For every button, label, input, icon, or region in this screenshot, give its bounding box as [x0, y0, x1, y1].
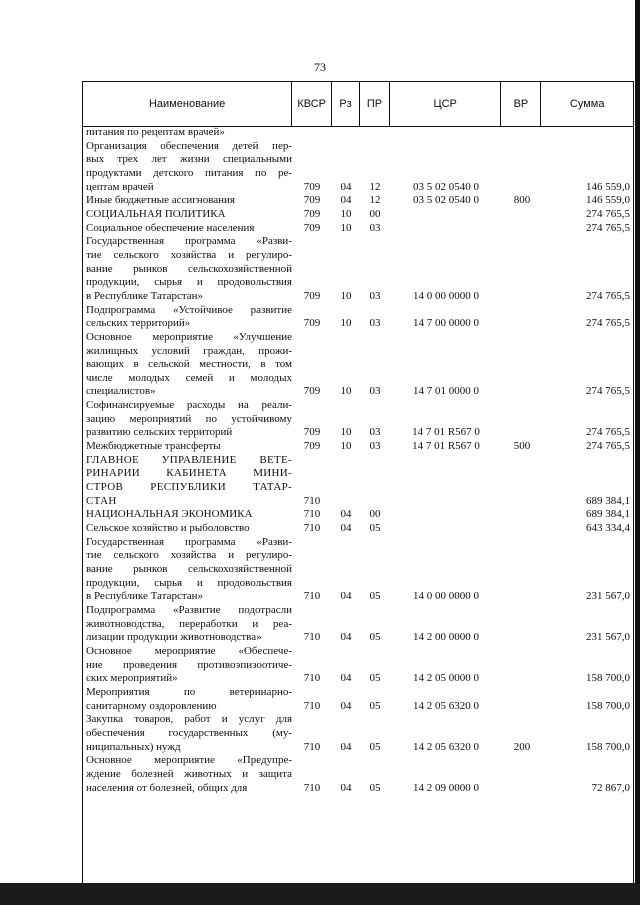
row-csr: 14 0 00 0000 0: [413, 289, 479, 302]
row-kvsr: 710: [303, 631, 321, 644]
row-name-line: Государственная программа «Разви-: [86, 535, 292, 548]
row-sum: 274 765,5: [586, 317, 630, 330]
row-csr: 03 5 02 0540 0: [413, 180, 479, 193]
scan-edge-bottom: [0, 883, 640, 905]
row-name-line: СТАН: [86, 494, 117, 507]
row-name-line: тие сельского хозяйства и регулиро-: [86, 248, 292, 261]
row-name: [86, 399, 292, 440]
row-kvsr: 710: [303, 699, 321, 712]
row-csr: 14 7 01 0000 0: [413, 385, 479, 398]
row-name: [86, 440, 292, 454]
row-vr: [502, 522, 542, 536]
header-sum: Сумма: [569, 98, 605, 110]
row-vr: [502, 304, 542, 331]
row-name-line: вающих в сельской местности, в том: [86, 358, 292, 371]
row-name-line: в Республике Татарстан»: [86, 289, 204, 302]
row-kvsr: 709: [303, 440, 321, 453]
row-rz: 04: [340, 180, 352, 193]
row-kvsr: 709: [303, 207, 321, 220]
row-pr: 03: [369, 426, 381, 439]
table-row: [86, 536, 632, 604]
row-sum: 274 765,5: [586, 207, 630, 220]
row-rz: [332, 454, 360, 509]
row-sum: 158 700,0: [586, 699, 630, 712]
row-kvsr: 710: [303, 522, 321, 535]
row-name-line: СОЦИАЛЬНАЯ ПОЛИТИКА: [86, 207, 226, 220]
row-name: [86, 686, 292, 713]
row-rz: 10: [340, 207, 352, 220]
table-row: [86, 399, 632, 440]
row-sum: 689 384,1: [586, 508, 630, 521]
row-name: [86, 304, 292, 331]
row-csr: 14 2 00 0000 0: [413, 631, 479, 644]
row-kvsr: 710: [303, 494, 321, 507]
row-pr: [360, 126, 390, 140]
row-pr: 05: [369, 522, 381, 535]
row-name: [86, 126, 292, 140]
row-vr: [502, 235, 542, 303]
row-csr: [390, 508, 502, 522]
table-row: [86, 454, 632, 509]
row-vr: [502, 454, 542, 509]
row-vr: [502, 222, 542, 236]
row-name-line: Основное мероприятие «Предупре-: [86, 754, 292, 767]
row-name-line: ние проведения противоэпизоотиче-: [86, 658, 292, 671]
row-vr: 500: [513, 440, 531, 453]
row-csr: [390, 522, 502, 536]
row-sum: 274 765,5: [586, 426, 630, 439]
row-name-line: ждение болезней животных и защита: [86, 767, 292, 780]
row-kvsr: 709: [303, 221, 321, 234]
row-csr: [390, 208, 502, 222]
row-rz: 04: [340, 781, 352, 794]
row-name-line: обеспечения государственных (му-: [86, 726, 292, 739]
table-row: [86, 508, 632, 522]
row-name-line: сельских территорий»: [86, 317, 191, 330]
table-row: [86, 304, 632, 331]
row-name-line: санитарному оздоровлению: [86, 699, 217, 712]
header-pr: ПР: [360, 82, 390, 126]
row-name-line: Государственная программа «Разви-: [86, 235, 292, 248]
table-row: [86, 140, 632, 195]
table-row: [86, 235, 632, 303]
row-name-line: Закупка товаров, работ и услуг для: [86, 713, 292, 726]
row-name-line: Организация обеспечения детей пер-: [86, 139, 292, 152]
row-vr: [502, 508, 542, 522]
row-name-line: вание рынков сельскохозяйственной: [86, 563, 292, 575]
row-name: [86, 222, 292, 236]
row-vr: [502, 686, 542, 713]
row-pr: 05: [369, 740, 381, 753]
row-vr: [502, 399, 542, 440]
row-name-line: зацию мероприятий по устойчивому: [86, 412, 292, 425]
row-name-line: животноводства, переработки и реа-: [86, 617, 292, 630]
row-vr: 800: [513, 194, 531, 207]
row-rz: 04: [340, 631, 352, 644]
row-csr: 14 7 01 R567 0: [412, 440, 480, 453]
row-name-line: тие сельского хозяйства и регулиро-: [86, 549, 292, 562]
row-csr: [390, 126, 502, 140]
row-name-line: населения от болезней, общих для: [86, 781, 248, 794]
row-name-line: Софинансируемые расходы на реали-: [86, 399, 292, 412]
row-sum: 146 559,0: [586, 194, 630, 207]
row-name: [86, 645, 292, 686]
row-name: [86, 754, 292, 795]
row-rz: 04: [340, 672, 352, 685]
row-sum: 274 765,5: [586, 221, 630, 234]
row-pr: 05: [369, 699, 381, 712]
row-name-line: в Республике Татарстан»: [86, 590, 204, 603]
row-name-line: питания по рецептам врачей»: [86, 126, 225, 138]
header-name: Наименование: [83, 82, 292, 126]
row-csr: 14 7 00 0000 0: [413, 317, 479, 330]
row-pr: 05: [369, 590, 381, 603]
row-sum: [542, 126, 632, 140]
row-rz: [332, 126, 360, 140]
header-kvsr: КВСР: [292, 82, 332, 126]
row-name-line: жилищных условий граждан, прожи-: [86, 344, 292, 357]
row-csr: 14 2 09 0000 0: [413, 781, 479, 794]
row-rz: 04: [340, 508, 352, 521]
row-pr: [360, 454, 390, 509]
row-name-line: Иные бюджетные ассигнования: [86, 194, 235, 207]
row-kvsr: 709: [303, 385, 321, 398]
row-vr: 200: [513, 740, 531, 753]
row-sum: 231 567,0: [586, 631, 630, 644]
header-vr: ВР: [501, 82, 541, 126]
row-name-line: лизации продукции животноводства»: [86, 631, 262, 644]
row-csr: 14 0 00 0000 0: [413, 590, 479, 603]
row-name-line: Межбюджетные трансферты: [86, 440, 221, 453]
row-kvsr: 710: [303, 508, 321, 521]
row-sum: 158 700,0: [586, 672, 630, 685]
table-row: [86, 604, 632, 645]
row-sum: 274 765,5: [586, 440, 630, 453]
row-sum: 689 384,1: [586, 494, 630, 507]
row-csr: 14 2 05 0000 0: [413, 672, 479, 685]
row-csr: [390, 222, 502, 236]
row-kvsr: 709: [303, 180, 321, 193]
row-rz: 10: [340, 221, 352, 234]
row-rz: 10: [340, 289, 352, 302]
row-name-line: развитию сельских территорий: [86, 426, 233, 439]
table-row: [86, 440, 632, 454]
table-row: [86, 126, 632, 140]
row-pr: 12: [369, 180, 381, 193]
row-rz: 04: [340, 194, 352, 207]
row-kvsr: [292, 126, 332, 140]
row-name-line: продуктами детского питания по ре-: [86, 166, 292, 179]
row-name-line: РИНАРИИ КАБИНЕТА МИНИ-: [86, 467, 292, 480]
row-sum: 158 700,0: [586, 740, 630, 753]
row-kvsr: 709: [303, 426, 321, 439]
table-row: [86, 331, 632, 399]
table-row: [86, 222, 632, 236]
row-name-line: Мероприятия по ветеринарно-: [86, 685, 292, 698]
row-pr: 03: [369, 221, 381, 234]
table-row: [86, 208, 632, 222]
row-csr: 14 7 01 R567 0: [412, 426, 480, 439]
header-rz: Рз: [332, 82, 360, 126]
row-sum: 146 559,0: [586, 180, 630, 193]
row-name: [86, 454, 292, 509]
row-name: [86, 208, 292, 222]
row-pr: 05: [369, 672, 381, 685]
row-rz: 10: [340, 426, 352, 439]
row-name: [86, 235, 292, 303]
row-rz: 10: [340, 385, 352, 398]
table-row: [86, 645, 632, 686]
row-name: [86, 331, 292, 399]
row-pr: 05: [369, 631, 381, 644]
row-sum: 72 867,0: [591, 781, 630, 794]
table-row: [86, 713, 632, 754]
row-pr: 00: [369, 508, 381, 521]
row-pr: 03: [369, 317, 381, 330]
row-rz: 04: [340, 522, 352, 535]
row-pr: 12: [369, 194, 381, 207]
row-name-line: ниципальных) нужд: [86, 740, 181, 753]
table-header: [82, 81, 634, 127]
row-pr: 03: [369, 289, 381, 302]
row-name-line: ских мероприятий»: [86, 672, 178, 685]
row-name-line: Основное мероприятие «Обеспече-: [86, 644, 292, 657]
row-name-line: числе молодых семей и молодых: [86, 371, 292, 384]
table-row: [86, 686, 632, 713]
row-kvsr: 710: [303, 740, 321, 753]
row-name: [86, 536, 292, 604]
row-rz: 04: [340, 590, 352, 603]
row-sum: 643 334,4: [586, 522, 630, 535]
row-name-line: вание рынков сельскохозяйственной: [86, 262, 292, 275]
row-name: [86, 194, 292, 208]
row-kvsr: 709: [303, 317, 321, 330]
scan-edge-right: [635, 0, 640, 905]
row-name-line: Сельское хозяйство и рыболовство: [86, 522, 250, 535]
row-pr: 03: [369, 385, 381, 398]
row-vr: [502, 645, 542, 686]
row-vr: [502, 208, 542, 222]
row-pr: 00: [369, 207, 381, 220]
row-name-line: Основное мероприятие «Улучшение: [86, 330, 292, 343]
row-name: [86, 508, 292, 522]
row-rz: 10: [340, 440, 352, 453]
row-name: [86, 604, 292, 645]
row-name-line: ГЛАВНОЕ УПРАВЛЕНИЕ ВЕТЕ-: [86, 453, 292, 466]
page-number: 73: [314, 60, 326, 74]
row-name-line: Подпрограмма «Устойчивое развитие: [86, 303, 292, 316]
row-kvsr: 709: [303, 194, 321, 207]
row-name: [86, 522, 292, 536]
row-pr: 05: [369, 781, 381, 794]
row-csr: 14 2 05 6320 0: [413, 699, 479, 712]
table-row: [86, 754, 632, 795]
row-kvsr: 710: [303, 590, 321, 603]
row-vr: [502, 536, 542, 604]
row-vr: [502, 331, 542, 399]
row-name-line: продукции, сырья и продовольствия: [86, 576, 292, 589]
table-row: [86, 522, 632, 536]
row-name-line: СТРОВ РЕСПУБЛИКИ ТАТАР-: [86, 481, 292, 494]
header-csr: ЦСР: [390, 82, 502, 126]
row-vr: [502, 140, 542, 195]
row-name-line: Социальное обеспечение населения: [86, 221, 255, 234]
row-name-line: Подпрограмма «Развитие подотрасли: [86, 603, 292, 616]
row-rz: 04: [340, 699, 352, 712]
table-body: [86, 126, 632, 795]
row-name: [86, 140, 292, 195]
table-row: [86, 194, 632, 208]
row-kvsr: 710: [303, 672, 321, 685]
row-kvsr: 710: [303, 781, 321, 794]
row-csr: 14 2 05 6320 0: [413, 740, 479, 753]
row-name: [86, 713, 292, 754]
row-name-line: вых трех лет жизни специальными: [86, 153, 292, 166]
row-pr: 03: [369, 440, 381, 453]
row-csr: [390, 454, 502, 509]
row-sum: 274 765,5: [586, 289, 630, 302]
row-kvsr: 709: [303, 289, 321, 302]
row-name-line: специалистов»: [86, 385, 156, 398]
row-sum: 274 765,5: [586, 385, 630, 398]
row-vr: [502, 754, 542, 795]
row-rz: 04: [340, 740, 352, 753]
row-rz: 10: [340, 317, 352, 330]
row-vr: [502, 604, 542, 645]
row-vr: [502, 126, 542, 140]
row-csr: 03 5 02 0540 0: [413, 194, 479, 207]
row-name-line: цептам врачей: [86, 180, 154, 193]
row-name-line: продукции, сырья и продовольствия: [86, 276, 292, 289]
row-sum: 231 567,0: [586, 590, 630, 603]
row-name-line: НАЦИОНАЛЬНАЯ ЭКОНОМИКА: [86, 508, 253, 521]
